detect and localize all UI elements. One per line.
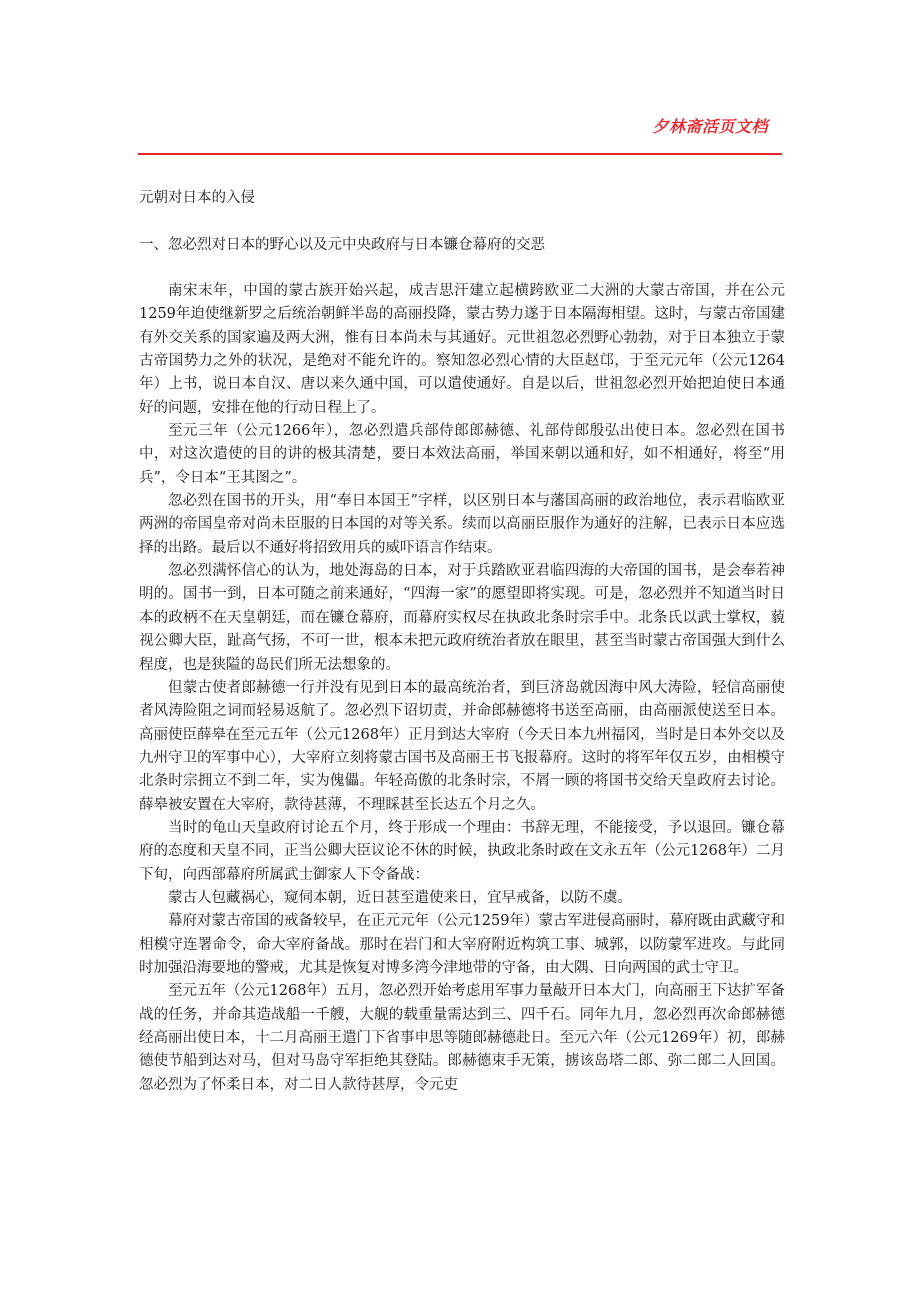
header-divider <box>138 153 782 155</box>
section-heading: 一、忽必烈对日本的野心以及元中央政府与日本镰仓幕府的交恶 <box>139 237 545 253</box>
body-paragraph: 南宋末年，中国的蒙古族开始兴起，成吉思汗建立起横跨欧亚二大洲的大蒙古帝国，并在公元1259年迫使继新罗之后统治朝鲜半岛的高丽投降，蒙古势力遂于日本隔海相望。这时，与蒙古帝国建有外交关系的国家遍及两大洲，惟有日本尚未与其通好。元世祖忽必烈野心勃勃，对于日本独立于蒙古帝国势力之外的状况，是绝对不能允许的。察知忽必烈心情的大臣赵邙，于至元元年（公元1264年）上书，说日本自汉、唐以来久通中国，可以遣使通好。自是以后，世祖忽必烈开始把迫使日本通好的问题，安排在他的行动日程上了。 <box>139 283 785 416</box>
document-brand-header: 夕林斋活页文档 <box>652 117 768 136</box>
body-paragraph: 至元五年（公元1268年）五月，忽必烈开始考虑用军事力量敲开日本大门，向高丽王下达扩军备战的任务，并命其造战船一千艘，大舰的载重量需达到三、四千石。同年九月，忽必烈再次命郎赫德经高丽出使日本，十二月高丽王遣门下省事申思等随郎赫德赴日。至元六年（公元1269年）初，郎赫德使节船到达对马，但对马岛守军拒绝其登陆。郎赫德束手无策，掳该岛塔二郎、弥二郎二人回国。忽必烈为了怀柔日本，对二日人款待甚厚，令元吏 <box>139 983 785 1093</box>
body-paragraph: 幕府对蒙古帝国的戒备较早，在正元元年（公元1259年）蒙古军进侵高丽时，幕府既由武藏守和相模守连署命令，命大宰府备战。那时在岩门和大宰府附近构筑工事、城郭，以防蒙军进攻。与此同时加强沿海要地的警戒，尤其是恢复对博多湾今津地带的守备，由大隅、日向两国的武士守卫。 <box>139 913 785 976</box>
document-body <box>139 186 785 1097</box>
body-paragraph: 蒙古人包藏祸心，窥伺本朝，近日甚至遣使来日，宜早戒备，以防不虞。 <box>168 889 632 906</box>
body-paragraph: 忽必烈满怀信心的认为，地处海岛的日本，对于兵踏欧亚君临四海的大帝国的国书，是会奉若神明的。国书一到，日本可随之前来通好，“四海一家”的愿望即将实现。可是，忽必烈并不知道当时日本的政柄不在天皇朝廷，而在镰仓幕府，而幕府实权尽在执政北条时宗手中。北条氏以武士掌权，藐视公卿大臣，趾高气扬，不可一世，根本未把元政府统治者放在眼里，甚至当时蒙古帝国强大到什么程度，也是狭隘的岛民们所无法想象的。 <box>139 563 785 673</box>
body-paragraph: 忽必烈在国书的开头，用“奉日本国王”字样，以区别日本与藩国高丽的政治地位，表示君临欧亚两洲的帝国皇帝对尚未臣服的日本国的对等关系。续而以高丽臣服作为通好的注解，已表示日本应选择的出路。最后以不通好将招致用兵的威吓语言作结束。 <box>139 493 785 556</box>
body-paragraph: 但蒙古使者郎赫德一行并没有见到日本的最高统治者，到巨济岛就因海中风大涛险，轻信高丽使者风涛险阻之词而轻易返航了。忽必烈下诏切责，并命郎赫德将书送至高丽，由高丽派使送至日本。高丽使臣薛皋在至元五年（公元1268年）正月到达大宰府（今天日本九州福冈，当时是日本外交以及九州守卫的军事中心），大宰府立刻将蒙古国书及高丽王书飞报幕府。这时的将军年仅五岁，由相模守北条时宗拥立不到二年，实为傀儡。年轻高傲的北条时宗，不屑一顾的将国书交给天皇政府去讨论。薛皋被安置在大宰府，款待甚薄，不理睬甚至长达五个月之久。 <box>139 679 785 813</box>
document-title: 元朝对日本的入侵 <box>139 190 255 206</box>
body-paragraph: 当时的龟山天皇政府讨论五个月，终于形成一个理由：书辞无理，不能接受，予以退回。镰仓幕府的态度和天皇不同，正当公卿大臣议论不休的时候，执政北条时政在文永五年（公元1268年）二月下旬，向西部幕府所属武士御家人下令备战： <box>139 819 785 883</box>
body-paragraph: 至元三年（公元1266年），忽必烈遣兵部侍郎郎赫德、礼部侍郎殷弘出使日本。忽必烈在国书中，对这次遣使的目的讲的极其清楚，要日本效法高丽，举国来朝以通和好，如不相通好，将至“用兵”，令日本“王其图之”。 <box>139 423 785 486</box>
